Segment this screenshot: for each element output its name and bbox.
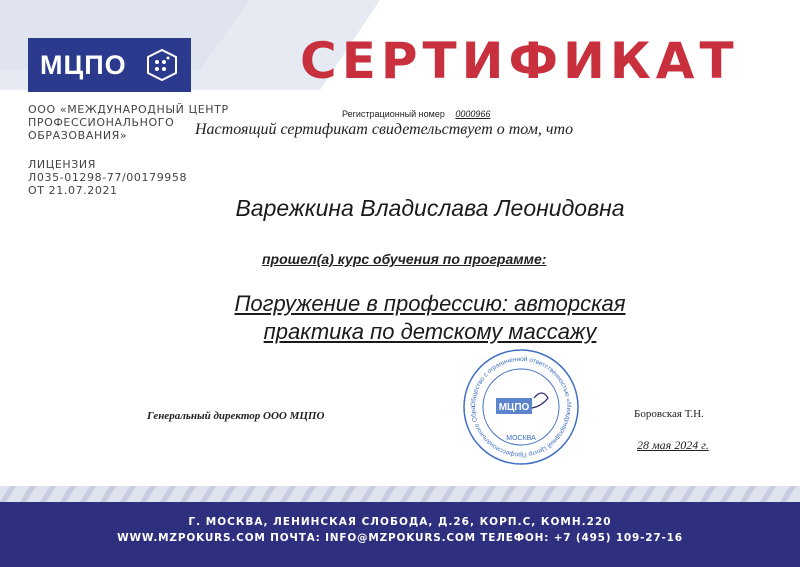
signer-name: Боровская Т.Н. xyxy=(634,408,704,420)
stamp-ring-text: Общество с ограниченной ответственностью «Международный Центр Профессионального Обра xyxy=(469,355,573,459)
footer-address: Г. МОСКВА, ЛЕНИНСКАЯ СЛОБОДА, Д.26, КОРП.С, КОМН.220 xyxy=(188,516,612,528)
org-line: ОБРАЗОВАНИЯ» xyxy=(28,129,128,142)
director-title: Генеральный директор ООО МЦПО xyxy=(147,410,325,422)
program-line: практика по детскому массажу xyxy=(263,319,597,344)
footer-contacts: WWW.MZPOKURS.COM ПОЧТА: INFO@MZPOKURS.COM ТЕЛЕФОН: +7 (495) 109-27-16 xyxy=(117,532,683,544)
program-title xyxy=(0,290,800,346)
license-line: ОТ 21.07.2021 xyxy=(28,184,118,197)
mcpo-logo xyxy=(28,38,191,92)
certificate-intro: Настоящий сертификат свидетельствует о том, что xyxy=(195,121,574,138)
license-line: ЛИЦЕНЗИЯ xyxy=(28,158,96,171)
license-line: Л035-01298-77/00179958 xyxy=(28,171,188,184)
footer-bar xyxy=(0,502,800,567)
registration-number xyxy=(342,109,490,119)
stamp-center-text: МЦПО xyxy=(498,402,530,413)
recipient-name-wrap xyxy=(0,195,800,222)
issue-date: 28 мая 2024 г. xyxy=(637,438,709,452)
license-info xyxy=(28,158,187,197)
org-line: ООО «МЕЖДУНАРОДНЫЙ ЦЕНТР xyxy=(28,103,229,116)
program-line: Погружение в профессию: авторская xyxy=(234,291,626,316)
certificate-title: СЕРТИФИКАТ xyxy=(300,32,739,90)
official-stamp xyxy=(462,348,580,466)
registration-label: Регистрационный номер xyxy=(342,109,445,119)
org-line: ПРОФЕССИОНАЛЬНОГО xyxy=(28,116,175,129)
footer-stripe-decoration xyxy=(0,486,800,502)
logo-text: МЦПО xyxy=(40,49,127,80)
course-intro: прошел(а) курс обучения по программе: xyxy=(262,251,547,267)
registration-value: 0000966 xyxy=(455,109,491,119)
stamp-city-text: МОСКВА xyxy=(506,435,536,442)
recipient-name: Варежкина Владислава Леонидовна xyxy=(235,195,625,221)
cube-logo-icon xyxy=(146,48,178,82)
